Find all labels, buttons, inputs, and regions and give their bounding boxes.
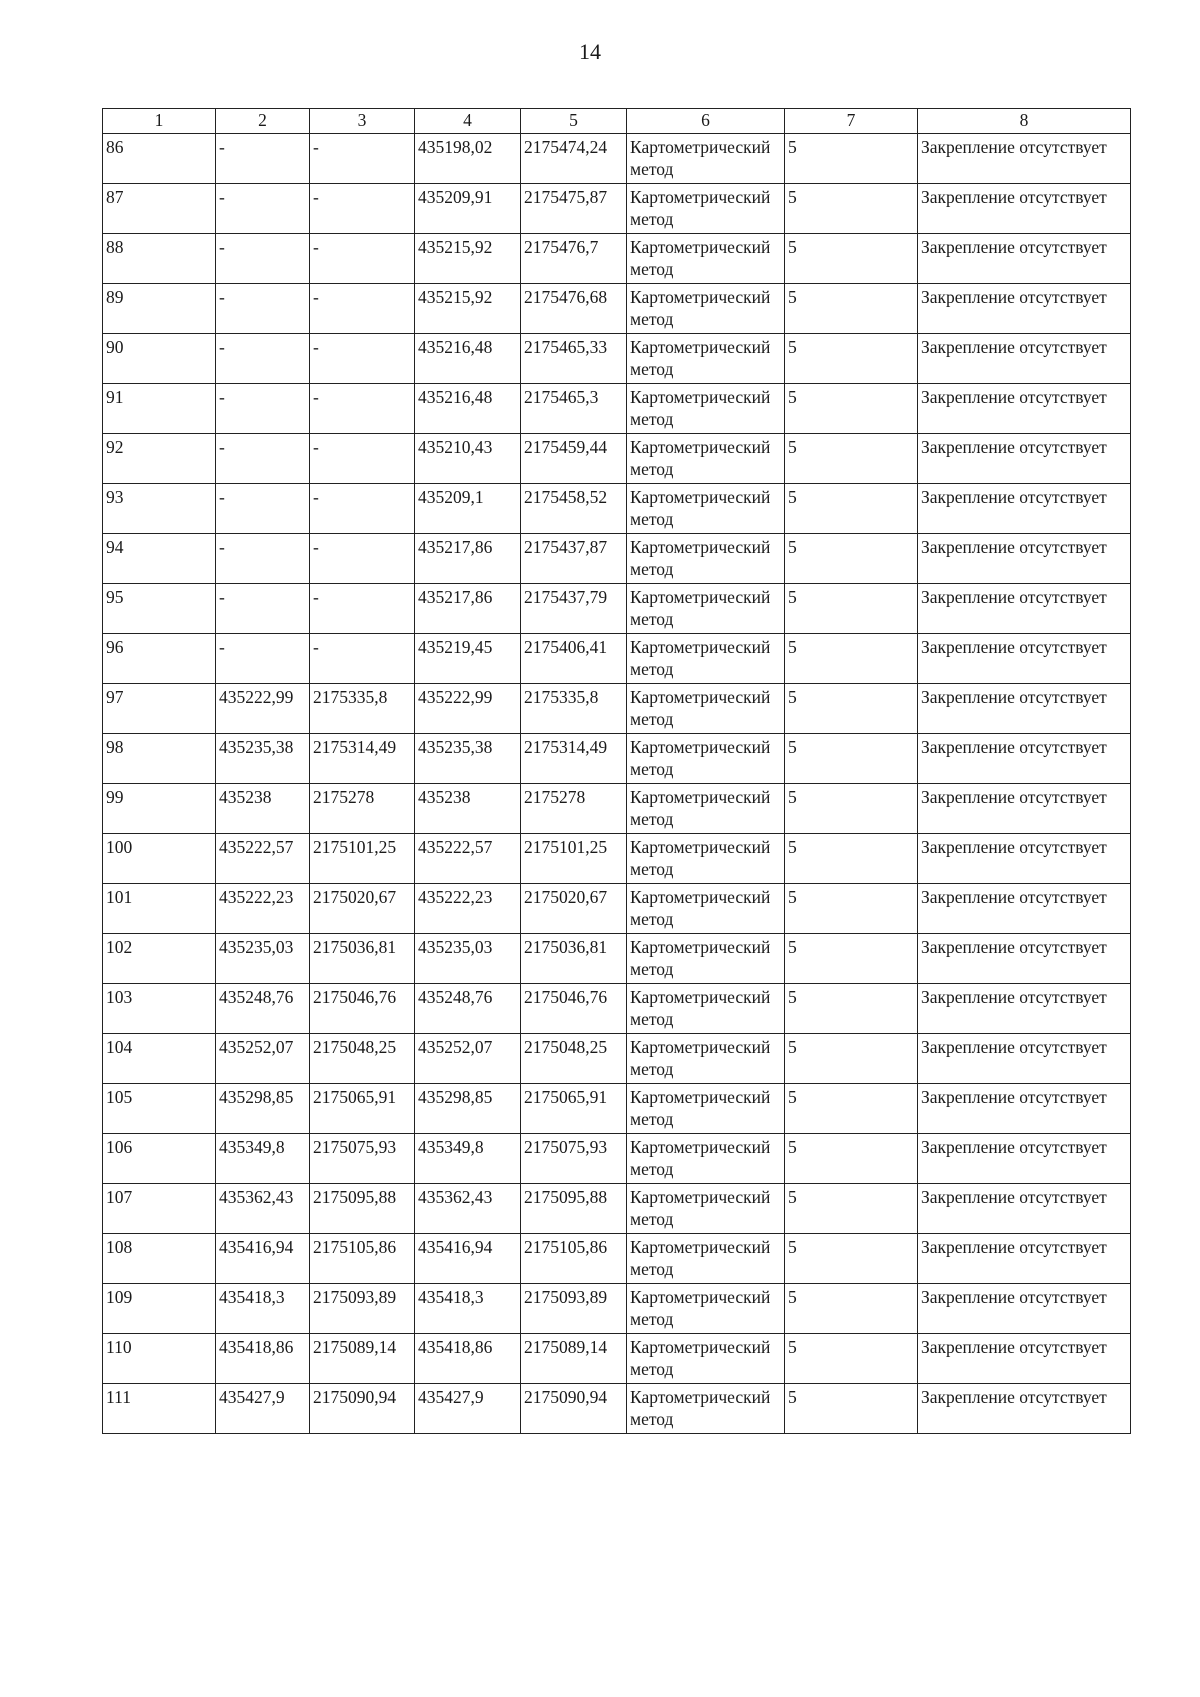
new-y-cell: 2175089,14 [521,1334,627,1384]
fixing-description-cell: Закрепление отсутствует [918,1034,1131,1084]
column-header: 8 [918,109,1131,134]
fixing-description-cell: Закрепление отсутствует [918,1334,1131,1384]
accuracy-cell: 5 [785,1084,918,1134]
fixing-description-cell: Закрепление отсутствует [918,334,1131,384]
new-y-cell: 2175437,87 [521,534,627,584]
column-header: 7 [785,109,918,134]
fixing-description-cell: Закрепление отсутствует [918,484,1131,534]
point-number-cell: 93 [103,484,216,534]
accuracy-cell: 5 [785,1184,918,1234]
accuracy-cell: 5 [785,1234,918,1284]
table-row [103,984,1131,1034]
method-cell: Картометрический метод [627,1334,785,1384]
new-x-cell: 435427,9 [415,1384,521,1434]
old-x-cell: - [216,284,310,334]
old-x-cell: 435238 [216,784,310,834]
fixing-description-cell: Закрепление отсутствует [918,1234,1131,1284]
old-y-cell: - [310,334,415,384]
table-row [103,1134,1131,1184]
method-cell: Картометрический метод [627,884,785,934]
accuracy-cell: 5 [785,484,918,534]
old-y-cell: 2175036,81 [310,934,415,984]
accuracy-cell: 5 [785,984,918,1034]
table-row [103,484,1131,534]
new-x-cell: 435222,99 [415,684,521,734]
old-y-cell: 2175090,94 [310,1384,415,1434]
fixing-description-cell: Закрепление отсутствует [918,1184,1131,1234]
old-x-cell: 435349,8 [216,1134,310,1184]
new-y-cell: 2175475,87 [521,184,627,234]
new-x-cell: 435216,48 [415,384,521,434]
new-x-cell: 435362,43 [415,1184,521,1234]
column-header: 5 [521,109,627,134]
fixing-description-cell: Закрепление отсутствует [918,1384,1131,1434]
old-x-cell: - [216,484,310,534]
old-y-cell: - [310,284,415,334]
new-y-cell: 2175406,41 [521,634,627,684]
table-row [103,284,1131,334]
old-y-cell: - [310,484,415,534]
method-cell: Картометрический метод [627,734,785,784]
new-y-cell: 2175093,89 [521,1284,627,1334]
method-cell: Картометрический метод [627,134,785,184]
point-number-cell: 109 [103,1284,216,1334]
table-row [103,534,1131,584]
accuracy-cell: 5 [785,434,918,484]
old-y-cell: 2175065,91 [310,1084,415,1134]
old-y-cell: 2175314,49 [310,734,415,784]
old-y-cell: - [310,134,415,184]
accuracy-cell: 5 [785,334,918,384]
point-number-cell: 90 [103,334,216,384]
point-number-cell: 102 [103,934,216,984]
new-y-cell: 2175101,25 [521,834,627,884]
table-row [103,1334,1131,1384]
fixing-description-cell: Закрепление отсутствует [918,384,1131,434]
fixing-description-cell: Закрепление отсутствует [918,684,1131,734]
fixing-description-cell: Закрепление отсутствует [918,284,1131,334]
method-cell: Картометрический метод [627,1184,785,1234]
accuracy-cell: 5 [785,1134,918,1184]
new-y-cell: 2175278 [521,784,627,834]
column-header: 3 [310,109,415,134]
table-body [103,134,1131,1434]
method-cell: Картометрический метод [627,1234,785,1284]
old-y-cell: - [310,434,415,484]
fixing-description-cell: Закрепление отсутствует [918,134,1131,184]
new-x-cell: 435210,43 [415,434,521,484]
table-row [103,1384,1131,1434]
point-number-cell: 111 [103,1384,216,1434]
old-x-cell: - [216,584,310,634]
accuracy-cell: 5 [785,1384,918,1434]
fixing-description-cell: Закрепление отсутствует [918,434,1131,484]
table-row [103,834,1131,884]
new-x-cell: 435217,86 [415,584,521,634]
method-cell: Картометрический метод [627,384,785,434]
accuracy-cell: 5 [785,1284,918,1334]
new-y-cell: 2175476,68 [521,284,627,334]
accuracy-cell: 5 [785,184,918,234]
fixing-description-cell: Закрепление отсутствует [918,834,1131,884]
old-y-cell: - [310,184,415,234]
accuracy-cell: 5 [785,584,918,634]
table-row [103,884,1131,934]
method-cell: Картометрический метод [627,834,785,884]
new-x-cell: 435215,92 [415,234,521,284]
coordinates-table [102,108,1131,1434]
accuracy-cell: 5 [785,684,918,734]
accuracy-cell: 5 [785,634,918,684]
accuracy-cell: 5 [785,734,918,784]
point-number-cell: 94 [103,534,216,584]
fixing-description-cell: Закрепление отсутствует [918,634,1131,684]
new-y-cell: 2175020,67 [521,884,627,934]
new-y-cell: 2175048,25 [521,1034,627,1084]
method-cell: Картометрический метод [627,584,785,634]
fixing-description-cell: Закрепление отсутствует [918,534,1131,584]
new-y-cell: 2175046,76 [521,984,627,1034]
method-cell: Картометрический метод [627,684,785,734]
old-y-cell: 2175093,89 [310,1284,415,1334]
accuracy-cell: 5 [785,1334,918,1384]
column-header: 1 [103,109,216,134]
old-x-cell: 435222,57 [216,834,310,884]
table-row [103,234,1131,284]
old-y-cell: 2175335,8 [310,684,415,734]
new-x-cell: 435349,8 [415,1134,521,1184]
table-row [103,734,1131,784]
table-row [103,934,1131,984]
point-number-cell: 87 [103,184,216,234]
old-y-cell: 2175278 [310,784,415,834]
new-y-cell: 2175474,24 [521,134,627,184]
fixing-description-cell: Закрепление отсутствует [918,1084,1131,1134]
old-x-cell: - [216,334,310,384]
old-x-cell: - [216,384,310,434]
fixing-description-cell: Закрепление отсутствует [918,884,1131,934]
old-y-cell: 2175075,93 [310,1134,415,1184]
point-number-cell: 103 [103,984,216,1034]
fixing-description-cell: Закрепление отсутствует [918,1134,1131,1184]
fixing-description-cell: Закрепление отсутствует [918,734,1131,784]
method-cell: Картометрический метод [627,1084,785,1134]
old-y-cell: 2175046,76 [310,984,415,1034]
column-header: 6 [627,109,785,134]
point-number-cell: 107 [103,1184,216,1234]
old-x-cell: - [216,134,310,184]
method-cell: Картометрический метод [627,1034,785,1084]
old-x-cell: 435252,07 [216,1034,310,1084]
table-row [103,384,1131,434]
method-cell: Картометрический метод [627,1134,785,1184]
method-cell: Картометрический метод [627,1384,785,1434]
accuracy-cell: 5 [785,384,918,434]
old-y-cell: - [310,234,415,284]
accuracy-cell: 5 [785,534,918,584]
table-header-row [103,109,1131,134]
accuracy-cell: 5 [785,884,918,934]
table-row [103,634,1131,684]
table-row [103,134,1131,184]
fixing-description-cell: Закрепление отсутствует [918,584,1131,634]
old-x-cell: 435427,9 [216,1384,310,1434]
new-x-cell: 435217,86 [415,534,521,584]
point-number-cell: 100 [103,834,216,884]
fixing-description-cell: Закрепление отсутствует [918,784,1131,834]
old-x-cell: 435416,94 [216,1234,310,1284]
accuracy-cell: 5 [785,834,918,884]
table-row [103,584,1131,634]
new-y-cell: 2175090,94 [521,1384,627,1434]
accuracy-cell: 5 [785,134,918,184]
table-row [103,334,1131,384]
old-y-cell: 2175095,88 [310,1184,415,1234]
point-number-cell: 91 [103,384,216,434]
fixing-description-cell: Закрепление отсутствует [918,984,1131,1034]
point-number-cell: 101 [103,884,216,934]
accuracy-cell: 5 [785,1034,918,1084]
table-row [103,1034,1131,1084]
method-cell: Картометрический метод [627,934,785,984]
new-y-cell: 2175437,79 [521,584,627,634]
old-y-cell: 2175101,25 [310,834,415,884]
old-x-cell: 435222,99 [216,684,310,734]
old-y-cell: 2175020,67 [310,884,415,934]
old-x-cell: - [216,634,310,684]
new-x-cell: 435222,57 [415,834,521,884]
point-number-cell: 96 [103,634,216,684]
new-x-cell: 435209,91 [415,184,521,234]
new-x-cell: 435215,92 [415,284,521,334]
new-x-cell: 435416,94 [415,1234,521,1284]
point-number-cell: 99 [103,784,216,834]
old-x-cell: - [216,184,310,234]
accuracy-cell: 5 [785,934,918,984]
old-x-cell: 435362,43 [216,1184,310,1234]
table-row [103,684,1131,734]
table-row [103,1084,1131,1134]
new-y-cell: 2175465,3 [521,384,627,434]
table-row [103,784,1131,834]
old-x-cell: 435298,85 [216,1084,310,1134]
new-y-cell: 2175465,33 [521,334,627,384]
method-cell: Картометрический метод [627,984,785,1034]
new-y-cell: 2175036,81 [521,934,627,984]
old-x-cell: 435418,3 [216,1284,310,1334]
new-y-cell: 2175095,88 [521,1184,627,1234]
new-y-cell: 2175476,7 [521,234,627,284]
old-x-cell: 435222,23 [216,884,310,934]
point-number-cell: 98 [103,734,216,784]
new-y-cell: 2175335,8 [521,684,627,734]
new-x-cell: 435418,3 [415,1284,521,1334]
point-number-cell: 95 [103,584,216,634]
new-x-cell: 435222,23 [415,884,521,934]
table-row [103,1234,1131,1284]
new-y-cell: 2175065,91 [521,1084,627,1134]
old-y-cell: 2175048,25 [310,1034,415,1084]
old-x-cell: - [216,534,310,584]
method-cell: Картометрический метод [627,784,785,834]
new-y-cell: 2175459,44 [521,434,627,484]
old-y-cell: - [310,384,415,434]
table-row [103,434,1131,484]
method-cell: Картометрический метод [627,534,785,584]
old-y-cell: 2175105,86 [310,1234,415,1284]
point-number-cell: 92 [103,434,216,484]
new-x-cell: 435238 [415,784,521,834]
fixing-description-cell: Закрепление отсутствует [918,1284,1131,1334]
old-x-cell: 435418,86 [216,1334,310,1384]
new-x-cell: 435219,45 [415,634,521,684]
new-x-cell: 435252,07 [415,1034,521,1084]
old-y-cell: 2175089,14 [310,1334,415,1384]
new-y-cell: 2175075,93 [521,1134,627,1184]
fixing-description-cell: Закрепление отсутствует [918,934,1131,984]
new-x-cell: 435298,85 [415,1084,521,1134]
table-row [103,1184,1131,1234]
new-y-cell: 2175458,52 [521,484,627,534]
new-x-cell: 435198,02 [415,134,521,184]
table-row [103,184,1131,234]
page-number: 14 [579,39,601,64]
method-cell: Картометрический метод [627,184,785,234]
old-x-cell: 435235,03 [216,934,310,984]
old-x-cell: - [216,434,310,484]
table-row [103,1284,1131,1334]
method-cell: Картометрический метод [627,334,785,384]
point-number-cell: 106 [103,1134,216,1184]
new-x-cell: 435248,76 [415,984,521,1034]
point-number-cell: 97 [103,684,216,734]
method-cell: Картометрический метод [627,434,785,484]
accuracy-cell: 5 [785,284,918,334]
method-cell: Картометрический метод [627,284,785,334]
point-number-cell: 89 [103,284,216,334]
old-x-cell: - [216,234,310,284]
old-x-cell: 435248,76 [216,984,310,1034]
new-x-cell: 435235,03 [415,934,521,984]
old-y-cell: - [310,534,415,584]
old-y-cell: - [310,584,415,634]
fixing-description-cell: Закрепление отсутствует [918,184,1131,234]
method-cell: Картометрический метод [627,234,785,284]
accuracy-cell: 5 [785,234,918,284]
new-x-cell: 435235,38 [415,734,521,784]
new-x-cell: 435418,86 [415,1334,521,1384]
new-y-cell: 2175314,49 [521,734,627,784]
column-header: 2 [216,109,310,134]
point-number-cell: 110 [103,1334,216,1384]
new-x-cell: 435209,1 [415,484,521,534]
point-number-cell: 105 [103,1084,216,1134]
column-header: 4 [415,109,521,134]
point-number-cell: 104 [103,1034,216,1084]
method-cell: Картометрический метод [627,1284,785,1334]
method-cell: Картометрический метод [627,484,785,534]
new-x-cell: 435216,48 [415,334,521,384]
accuracy-cell: 5 [785,784,918,834]
old-x-cell: 435235,38 [216,734,310,784]
fixing-description-cell: Закрепление отсутствует [918,234,1131,284]
point-number-cell: 86 [103,134,216,184]
point-number-cell: 88 [103,234,216,284]
point-number-cell: 108 [103,1234,216,1284]
new-y-cell: 2175105,86 [521,1234,627,1284]
method-cell: Картометрический метод [627,634,785,684]
old-y-cell: - [310,634,415,684]
